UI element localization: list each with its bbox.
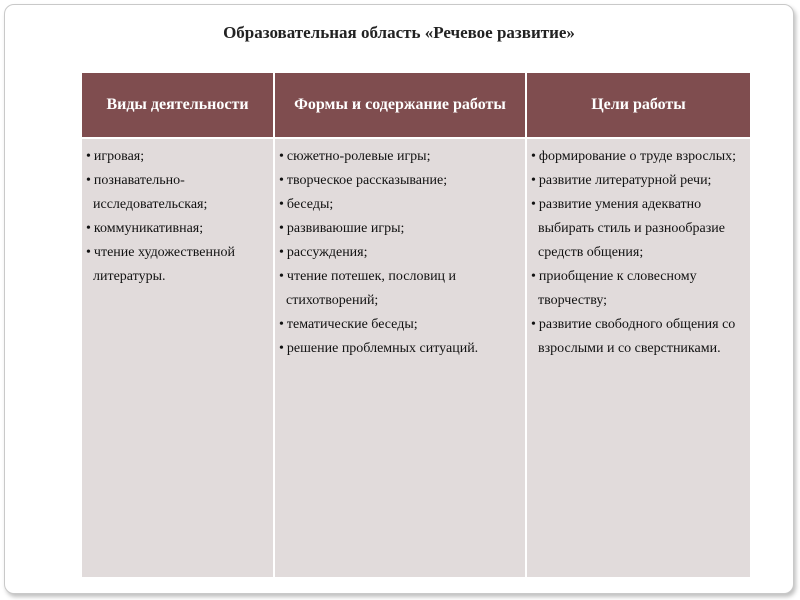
list-item: • приобщение к словесному творчеству;	[531, 265, 746, 313]
list-item: • формирование о труде взрослых;	[531, 145, 746, 169]
table-header-row	[82, 73, 750, 138]
header-work-goals: Цели работы	[526, 73, 750, 138]
header-activity-types: Виды деятельности	[82, 73, 274, 138]
list-item: • игровая;	[86, 145, 269, 169]
work-goals-list	[531, 145, 746, 361]
list-item: • чтение потешек, пословиц и стихотворений;	[279, 265, 521, 313]
forms-content-list	[279, 145, 521, 361]
header-forms-content: Формы и содержание работы	[274, 73, 526, 138]
activity-types-list	[86, 145, 269, 289]
page-title: Образовательная область «Речевое развитие»	[223, 23, 575, 42]
list-item: • творческое рассказывание;	[279, 169, 521, 193]
list-item: • развитие умения адекватно выбирать стиль и разнообразие средств общения;	[531, 193, 746, 265]
cell-forms-content	[274, 138, 526, 577]
list-item: • чтение художественной литературы.	[86, 241, 269, 289]
list-item: • решение проблемных ситуаций.	[279, 337, 521, 361]
list-item: • познавательно-исследовательская;	[86, 169, 269, 217]
cell-activity-types	[82, 138, 274, 577]
list-item: • коммуникативная;	[86, 217, 269, 241]
list-item: • рассуждения;	[279, 241, 521, 265]
list-item: • сюжетно-ролевые игры;	[279, 145, 521, 169]
list-item: • развиваюшие игры;	[279, 217, 521, 241]
table-row	[82, 138, 750, 577]
list-item: • развитие литературной речи;	[531, 169, 746, 193]
activities-table	[82, 73, 750, 577]
cell-work-goals	[526, 138, 750, 577]
list-item: • тематические беседы;	[279, 313, 521, 337]
list-item: • развитие свободного общения со взрослыми и со сверстниками.	[531, 313, 746, 361]
list-item: • беседы;	[279, 193, 521, 217]
